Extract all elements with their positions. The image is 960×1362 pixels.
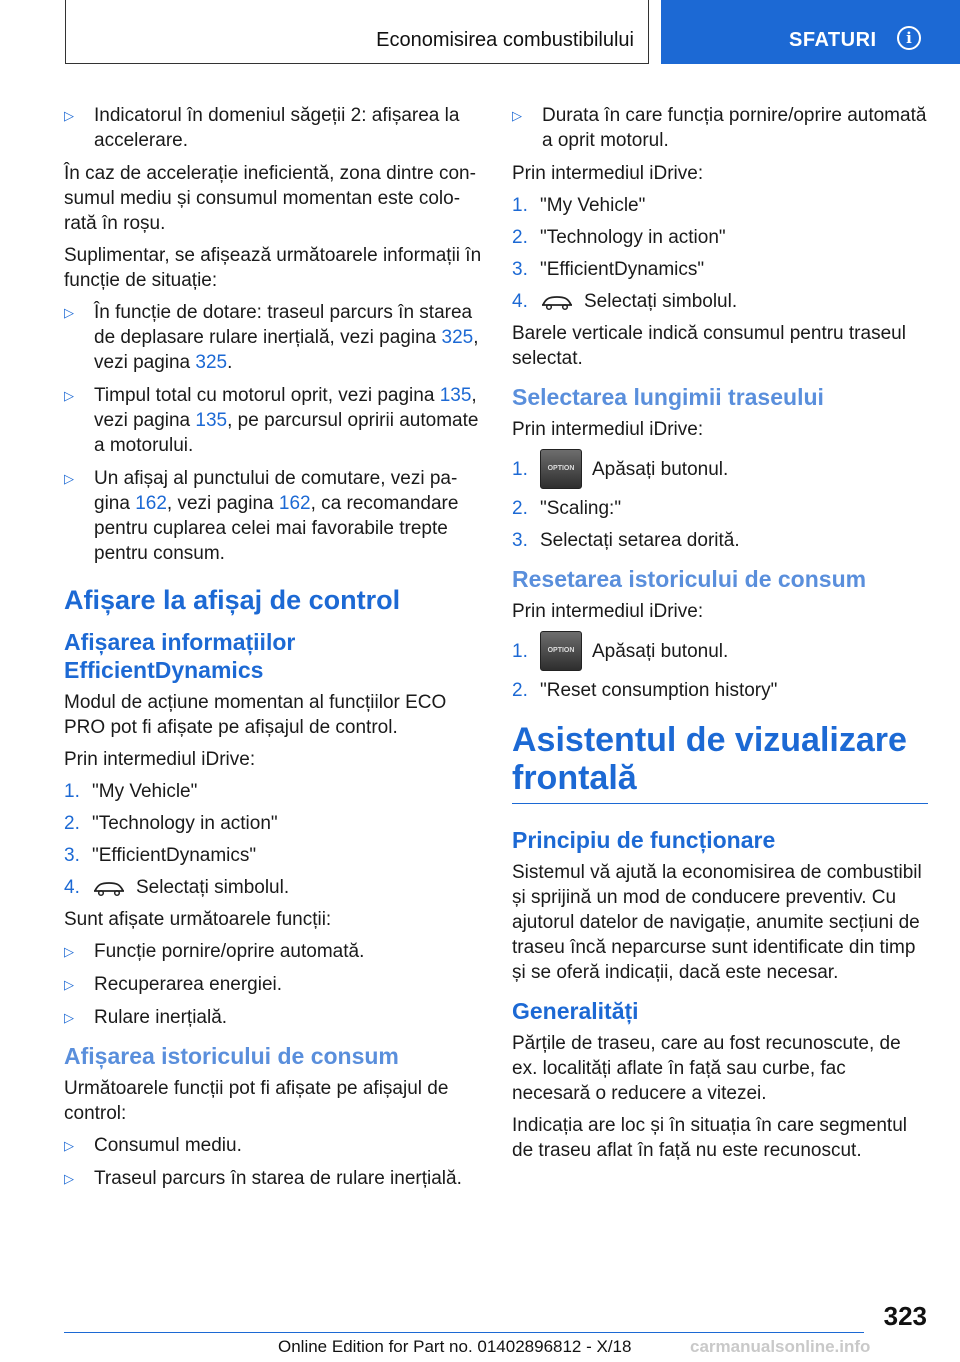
step-text: Apăsați butonul.: [592, 458, 729, 480]
step-text: Selectați simbolul.: [584, 291, 738, 312]
subsection-heading: Generalități: [512, 998, 639, 1024]
triangle-bullet-icon: ▷: [512, 108, 522, 123]
list-item: [64, 383, 484, 458]
section-heading: Afișare la afișaj de control: [64, 585, 401, 615]
step-text: Apăsați butonul.: [592, 640, 729, 662]
list-item: [64, 972, 484, 997]
triangle-bullet-icon: ▷: [64, 388, 74, 403]
step-number: 3.: [512, 259, 528, 280]
paragraph: Modul de acțiune momentan al funcțiilor ECO PRO pot fi afișate pe afișajul de control.: [64, 692, 447, 738]
footer-divider: [64, 1332, 864, 1333]
list-item: [64, 1005, 484, 1030]
step-item: [512, 496, 928, 521]
text-run: , vezi pagina: [166, 493, 279, 514]
page-link[interactable]: 325: [195, 352, 228, 373]
paragraph: Barele verticale indică consumul pentru traseul selectat.: [512, 323, 906, 369]
bullet-text: Consumul mediu.: [94, 1135, 242, 1156]
step-item: [512, 193, 928, 218]
bullet-text: Recuperarea energiei.: [94, 974, 283, 995]
triangle-bullet-icon: ▷: [64, 1138, 74, 1153]
step-text: "Reset consumption history": [540, 680, 778, 701]
info-icon: i: [897, 26, 921, 50]
step-item: [512, 631, 928, 671]
step-text: "Technology in action": [92, 813, 278, 834]
step-number: 2.: [512, 498, 528, 519]
bullet-text: Funcție pornire/oprire automată.: [94, 941, 365, 962]
list-item: [64, 1166, 484, 1191]
paragraph: În caz de accelerație ineficientă, zona dintre consumul mediu și consumul momentan este colorată în roșu.: [64, 163, 476, 234]
step-item: [64, 843, 484, 868]
bullet-text: [94, 466, 484, 566]
page-link[interactable]: 135: [439, 385, 472, 406]
text-run: , vezi pagina: [94, 385, 477, 431]
step-text: "Scaling:": [540, 498, 622, 519]
paragraph: Suplimentar, se afișează următoarele informații în funcție de situație:: [64, 245, 482, 291]
step-item: [64, 875, 484, 900]
step-text: "My Vehicle": [92, 781, 198, 802]
paragraph: Prin intermediul iDrive:: [512, 419, 704, 440]
step-item: [512, 678, 928, 703]
step-number: 1.: [512, 195, 528, 216]
step-item: [512, 528, 928, 553]
text-run: , pe parcursul opririi automate a motorului.: [94, 410, 479, 456]
text-run: , vezi pagina: [94, 327, 479, 373]
subsection-heading: Principiu de funcționare: [512, 827, 776, 853]
step-number: 2.: [64, 813, 80, 834]
step-text: "Technology in action": [540, 227, 726, 248]
step-number: 4.: [512, 291, 528, 312]
list-item: [64, 103, 484, 153]
step-number: 2.: [512, 227, 528, 248]
bullet-text: Durata în care funcția pornire/oprire automată a oprit motorul.: [542, 105, 927, 151]
text-run: , ca recomandare pentru cuplarea celei mai favorabile trepte pentru consum.: [94, 493, 459, 564]
subsection-heading: Selectarea lungimii traseului: [512, 384, 824, 410]
step-number: 1.: [512, 458, 528, 480]
right-column: [512, 103, 928, 1170]
paragraph: Prin intermediul iDrive:: [64, 749, 256, 770]
step-text: Selectați simbolul.: [136, 877, 290, 898]
page-link[interactable]: 135: [195, 410, 228, 431]
subsection-heading: Afișarea informațiilor EfficientDynamics: [64, 629, 296, 683]
step-number: 1.: [512, 640, 528, 662]
triangle-bullet-icon: ▷: [64, 1010, 74, 1025]
page-link[interactable]: 162: [135, 493, 167, 514]
edition-note: Online Edition for Part no. 01402896812 - X/18: [278, 1337, 632, 1356]
text-run: Un afișaj al punctului de comutare, vezi pagina: [94, 468, 458, 514]
step-text: "EfficientDynamics": [92, 845, 257, 866]
triangle-bullet-icon: ▷: [64, 108, 74, 123]
chapter-header: [65, 0, 649, 64]
car-symbol-icon: [540, 293, 574, 311]
watermark: carmanualsonline.info: [690, 1337, 871, 1356]
triangle-bullet-icon: ▷: [64, 1171, 74, 1186]
text-run: .: [227, 352, 233, 373]
text-run: Timpul total cu motorul oprit, vezi pagina: [94, 385, 440, 406]
subsection-heading: Resetarea istoricului de consum: [512, 566, 867, 592]
step-number: 3.: [512, 530, 528, 551]
bullet-text: [94, 383, 484, 458]
chapter-title: Economisirea combustibilului: [376, 29, 634, 51]
paragraph: Prin intermediul iDrive:: [512, 163, 704, 184]
bullet-text: Rulare inerțială.: [94, 1007, 228, 1028]
step-number: 2.: [512, 680, 528, 701]
car-symbol-icon: [92, 879, 126, 897]
page-number: 323: [883, 1301, 927, 1331]
section-header[interactable]: [661, 0, 960, 64]
step-item: [64, 811, 484, 836]
step-number: 1.: [64, 781, 80, 802]
step-item: [512, 289, 928, 314]
list-item: [64, 300, 484, 375]
page-link[interactable]: 325: [441, 327, 474, 348]
option-button-icon: OPTION: [540, 631, 582, 671]
step-number: 3.: [64, 845, 80, 866]
step-text: "EfficientDynamics": [540, 259, 705, 280]
text-run: În funcție de dotare: traseul parcurs în starea de deplasare rulare inerțială, vezi pagina: [94, 302, 473, 348]
list-item: [64, 466, 484, 566]
paragraph: Părțile de traseu, care au fost recunoscute, de ex. localități aflate în față sau curbe, fac necesară o reducere a vitezei.: [512, 1033, 901, 1104]
list-item: [64, 1133, 484, 1158]
triangle-bullet-icon: ▷: [64, 977, 74, 992]
paragraph: Sistemul vă ajută la economisirea de combustibil și sprijină un mod de conducere preventiv. Cu ajutorul datelor de navigație, anumite secțiuni de traseu încă neparcurse sunt identificate din timp și se oferă indicații, dacă este necesar.: [512, 862, 922, 983]
page-link[interactable]: 162: [278, 493, 311, 514]
triangle-bullet-icon: ▷: [64, 305, 74, 320]
step-text: Selectați setarea dorită.: [540, 530, 740, 551]
step-number: 4.: [64, 877, 80, 898]
step-text: "My Vehicle": [540, 195, 646, 216]
step-item: [512, 449, 928, 489]
paragraph: Următoarele funcții pot fi afișate pe afișajul de control:: [64, 1078, 449, 1124]
step-item: [512, 257, 928, 282]
triangle-bullet-icon: ▷: [64, 944, 74, 959]
option-button-icon: OPTION: [540, 449, 582, 489]
triangle-bullet-icon: ▷: [64, 471, 74, 486]
chapter-heading: Asistentul de vizualizare frontală: [512, 721, 928, 804]
left-column: [64, 103, 484, 1199]
section-title: SFATURI: [789, 29, 877, 51]
list-item: [64, 939, 484, 964]
bullet-text: Traseul parcurs în starea de rulare inerțială.: [94, 1168, 462, 1189]
list-item: [512, 103, 928, 153]
step-item: [64, 779, 484, 804]
subsection-heading: Afișarea istoricului de consum: [64, 1043, 399, 1069]
bullet-text: [94, 300, 484, 375]
paragraph: Sunt afișate următoarele funcții:: [64, 909, 332, 930]
paragraph: Prin intermediul iDrive:: [512, 601, 704, 622]
bullet-text: Indicatorul în domeniul săgeții 2: afișarea la accelerare.: [94, 105, 460, 151]
paragraph: Indicația are loc și în situația în care segmentul de traseu aflat în față nu este recunoscut.: [512, 1115, 907, 1161]
step-item: [512, 225, 928, 250]
